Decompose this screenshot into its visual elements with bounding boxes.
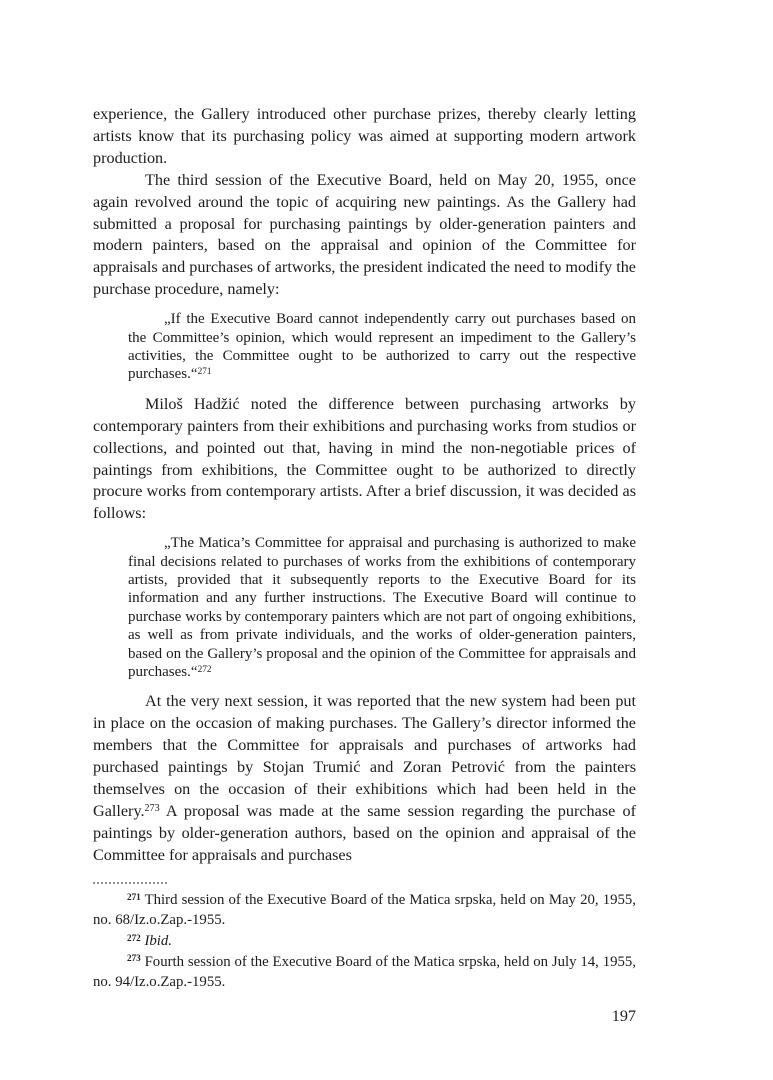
text-run: „The Matica’s Committee for appraisal and purchasing is authorized to make final decisions related to purchases of works from the exhibitions of contemporary artists, provided that it subsequently reports to the Executive Board for its information and any further instructions. The Executive Board will continue to purchase works by contemporary painters which are not part of ongoing exhibitions, as well as from private individuals, and the works of older-generation painters, based on the Gallery’s proposal and the opinion of the Committee for appraisals and purchases.“ <box>128 535 636 681</box>
footnote <box>93 952 636 993</box>
blockquote <box>128 310 636 384</box>
blockquote <box>128 534 636 681</box>
paragraph <box>93 691 636 866</box>
text-run: Miloš Hadžić noted the difference between purchasing artworks by contemporary painters from their exhibitions and purchasing works from studios or collections, and pointed out that, having in mind the non-negotiable prices of paintings from exhibitions, the Committee ought to be authorized to directly procure works from contemporary artists. After a brief discussion, it was decided as follows: <box>93 394 636 523</box>
footnote-separator <box>93 882 167 884</box>
footnote <box>93 890 636 931</box>
footnote-ref: 273 <box>127 953 141 964</box>
footnote-ref: 272 <box>197 664 212 675</box>
footnote-ref: 273 <box>144 803 160 815</box>
text-run: A proposal was made at the same session regarding the purchase of paintings by older-generation authors, based on the opinion and appraisal of the Committee for appraisals and purchases <box>93 802 636 864</box>
text-run: „If the Executive Board cannot independently carry out purchases based on the Committee’s opinion, which would represent an impediment to the Gallery’s activities, the Committee ought to be authorized to carry out the respective purchases.“ <box>128 311 636 383</box>
footnote <box>93 931 636 952</box>
text-run: At the very next session, it was reported that the new system had been put in place on the occasion of making purchases. The Gallery’s director informed the members that the Committee for appraisals and purchases of artworks had purchased paintings by Stojan Trumić and Zoran Petrović from the painters themselves on the occasion of their exhibitions which had been held in the Gallery. <box>93 692 636 820</box>
paragraph <box>93 104 636 170</box>
footnotes <box>93 890 636 993</box>
text-run: Fourth session of the Executive Board of the Matica srpska, held on July 14, 1955, no. 94/Iz.o.Zap.-1955. <box>93 953 636 991</box>
page-body <box>93 104 636 867</box>
page-number: 197 <box>611 1006 636 1025</box>
footnote-ref: 271 <box>127 891 141 902</box>
text-run: Third session of the Executive Board of the Matica srpska, held on May 20, 1955, no. 68/Iz.o.Zap.-1955. <box>93 891 636 929</box>
paragraph <box>93 394 636 525</box>
text-run: experience, the Gallery introduced other purchase prizes, thereby clearly letting artists know that its purchasing policy was aimed at supporting modern artwork production. <box>93 105 636 167</box>
text-block <box>93 104 636 1026</box>
text-run: The third session of the Executive Board, held on May 20, 1955, once again revolved around the topic of acquiring new paintings. As the Gallery had submitted a proposal for purchasing paintings by older-generation painters and modern painters, based on the appraisal and opinion of the Committee for appraisals and purchases of artworks, the president indicated the need to modify the purchase procedure, namely: <box>93 170 636 299</box>
footnote-ref: 271 <box>197 367 212 378</box>
paragraph <box>93 170 636 301</box>
italic-text-run: Ibid. <box>144 932 172 949</box>
footnote-ref: 272 <box>127 932 141 943</box>
